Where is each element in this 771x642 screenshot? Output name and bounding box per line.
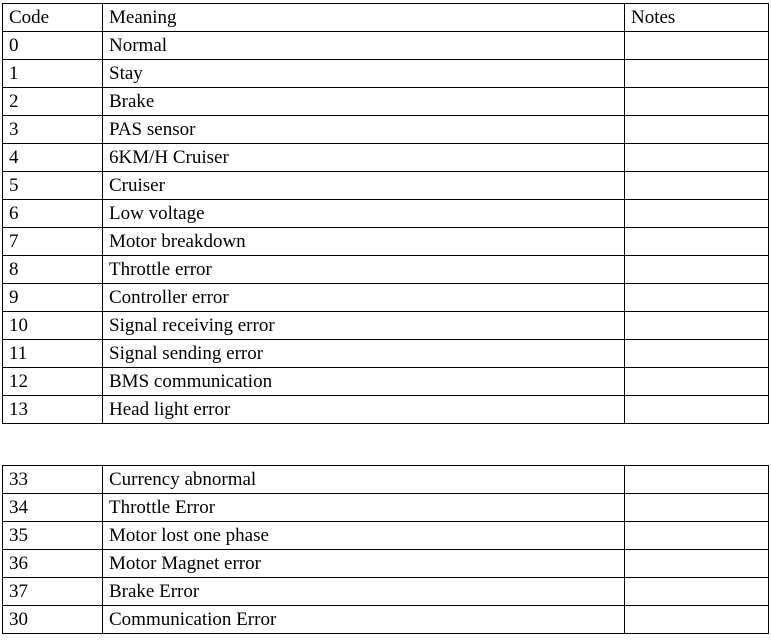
header-notes: Notes <box>625 4 769 32</box>
cell-code: 1 <box>3 60 103 88</box>
cell-notes <box>625 550 769 578</box>
table-header-row <box>3 4 769 32</box>
table-row <box>3 284 769 312</box>
table-row <box>3 368 769 396</box>
cell-meaning: Signal receiving error <box>103 312 625 340</box>
cell-notes <box>625 172 769 200</box>
table-row <box>3 200 769 228</box>
cell-code: 30 <box>3 606 103 634</box>
cell-meaning: Communication Error <box>103 606 625 634</box>
header-meaning: Meaning <box>103 4 625 32</box>
cell-notes <box>625 144 769 172</box>
table-row <box>3 172 769 200</box>
cell-code: 37 <box>3 578 103 606</box>
cell-code: 3 <box>3 116 103 144</box>
error-code-table-continued <box>2 465 769 634</box>
table-row <box>3 116 769 144</box>
table-row <box>3 144 769 172</box>
cell-code: 11 <box>3 340 103 368</box>
table-row <box>3 396 769 424</box>
cell-meaning: Motor breakdown <box>103 228 625 256</box>
cell-meaning: PAS sensor <box>103 116 625 144</box>
cell-notes <box>625 228 769 256</box>
table-row <box>3 606 769 634</box>
cell-code: 9 <box>3 284 103 312</box>
cell-notes <box>625 340 769 368</box>
cell-meaning: Cruiser <box>103 172 625 200</box>
cell-meaning: Motor Magnet error <box>103 550 625 578</box>
cell-meaning: Stay <box>103 60 625 88</box>
cell-notes <box>625 606 769 634</box>
cell-code: 33 <box>3 466 103 494</box>
cell-meaning: Currency abnormal <box>103 466 625 494</box>
cell-code: 36 <box>3 550 103 578</box>
cell-notes <box>625 32 769 60</box>
cell-notes <box>625 494 769 522</box>
cell-notes <box>625 284 769 312</box>
table-row <box>3 340 769 368</box>
cell-meaning: Head light error <box>103 396 625 424</box>
cell-notes <box>625 60 769 88</box>
cell-meaning: Motor lost one phase <box>103 522 625 550</box>
cell-notes <box>625 88 769 116</box>
cell-notes <box>625 256 769 284</box>
cell-meaning: Controller error <box>103 284 625 312</box>
table-row <box>3 88 769 116</box>
cell-code: 4 <box>3 144 103 172</box>
header-code: Code <box>3 4 103 32</box>
table-row <box>3 60 769 88</box>
cell-meaning: Throttle error <box>103 256 625 284</box>
cell-code: 10 <box>3 312 103 340</box>
cell-notes <box>625 368 769 396</box>
table-row <box>3 550 769 578</box>
cell-code: 8 <box>3 256 103 284</box>
cell-notes <box>625 522 769 550</box>
table-row <box>3 256 769 284</box>
table-row <box>3 228 769 256</box>
cell-notes <box>625 200 769 228</box>
cell-code: 12 <box>3 368 103 396</box>
cell-notes <box>625 396 769 424</box>
table-row <box>3 494 769 522</box>
cell-code: 35 <box>3 522 103 550</box>
cell-meaning: Throttle Error <box>103 494 625 522</box>
table-row <box>3 32 769 60</box>
cell-code: 13 <box>3 396 103 424</box>
table-row <box>3 578 769 606</box>
cell-meaning: BMS communication <box>103 368 625 396</box>
cell-code: 2 <box>3 88 103 116</box>
cell-notes <box>625 116 769 144</box>
cell-meaning: 6KM/H Cruiser <box>103 144 625 172</box>
cell-notes <box>625 578 769 606</box>
cell-notes <box>625 466 769 494</box>
error-code-table-body <box>3 4 769 424</box>
error-code-table-continued-body <box>3 466 769 634</box>
error-code-table <box>2 3 769 424</box>
cell-meaning: Brake Error <box>103 578 625 606</box>
cell-notes <box>625 312 769 340</box>
table-row <box>3 466 769 494</box>
cell-code: 34 <box>3 494 103 522</box>
table-row <box>3 312 769 340</box>
cell-code: 5 <box>3 172 103 200</box>
cell-meaning: Signal sending error <box>103 340 625 368</box>
cell-meaning: Brake <box>103 88 625 116</box>
cell-meaning: Low voltage <box>103 200 625 228</box>
cell-code: 7 <box>3 228 103 256</box>
cell-meaning: Normal <box>103 32 625 60</box>
cell-code: 0 <box>3 32 103 60</box>
table-row <box>3 522 769 550</box>
cell-code: 6 <box>3 200 103 228</box>
